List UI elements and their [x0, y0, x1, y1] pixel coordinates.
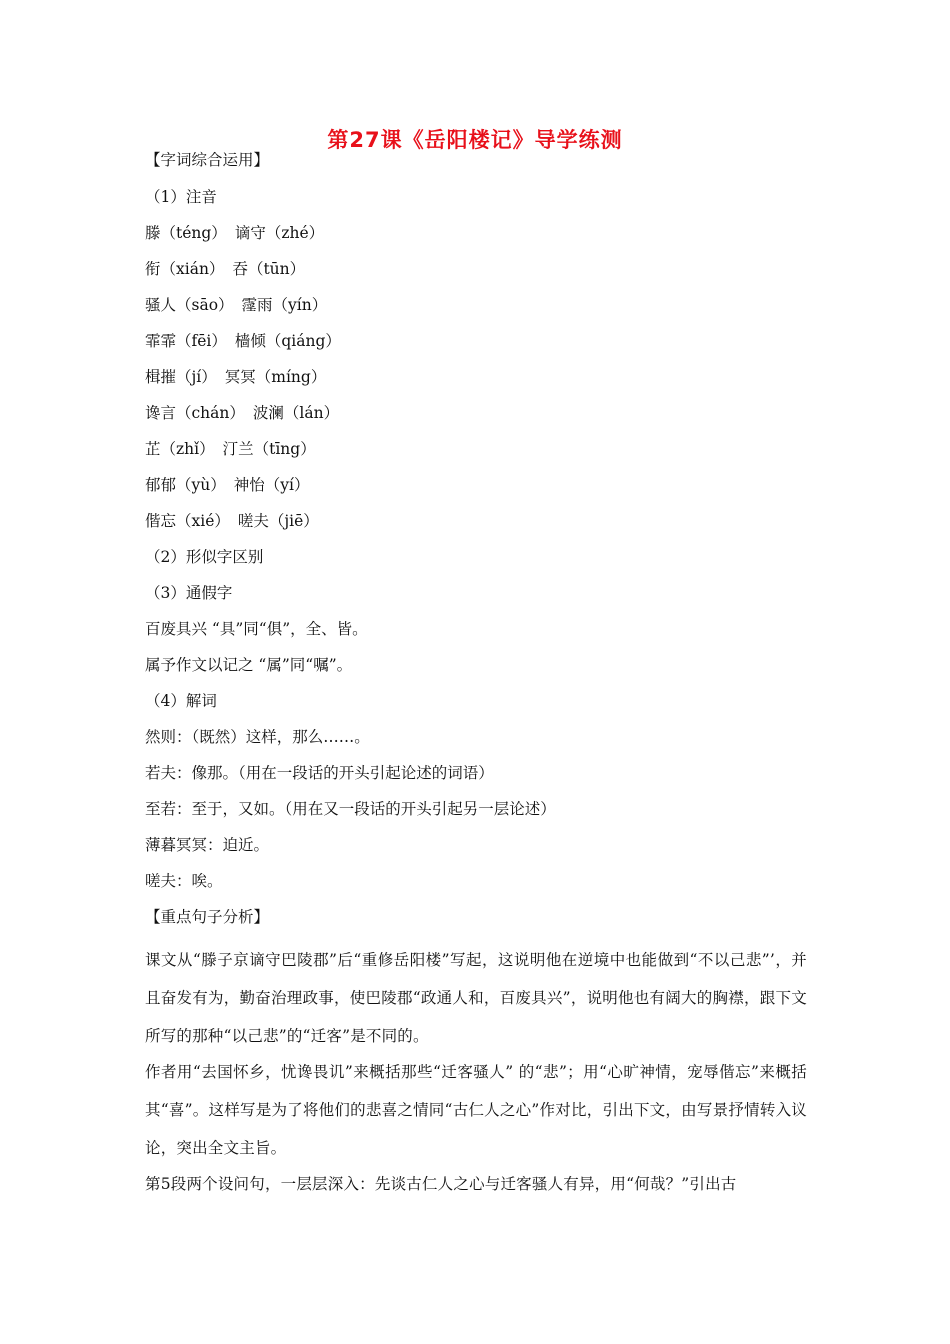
pinyin-item: 谪守（zhé） — [234, 224, 325, 242]
jieci-line: 薄暮冥冥：迫近。 — [145, 836, 270, 854]
pinyin-line — [145, 437, 807, 473]
pinyin-item: 偕忘（xié） — [145, 512, 230, 530]
pinyin-item: 楫摧（jí） — [145, 368, 217, 386]
pinyin-item: 郁郁（yù） — [145, 476, 226, 494]
analysis-paragraph: 第5段两个设问句，一层层深入：先谈古仁人之心与迁客骚人有异，用“何哉？”引出古 — [145, 1175, 737, 1193]
pinyin-line — [145, 257, 807, 293]
pinyin-item: 芷（zhǐ） — [145, 440, 215, 458]
pinyin-item: 冥冥（míng） — [224, 368, 327, 386]
pinyin-item: 吞（tūn） — [232, 260, 306, 278]
pinyin-item: 汀兰（tīng） — [222, 440, 316, 458]
jieci-line: 至若：至于，又如。（用在又一段话的开头引起另一层论述） — [145, 800, 556, 818]
jieci-line: 然则：（既然）这样，那么……。 — [145, 728, 370, 746]
section-heading-vocab: 【字词综合运用】 — [145, 151, 270, 169]
pinyin-item: 霏霏（fēi） — [145, 332, 227, 350]
pinyin-line — [145, 329, 807, 365]
pinyin-item: 滕（téng） — [145, 224, 227, 242]
pinyin-item: 神怡（yí） — [233, 476, 310, 494]
pinyin-line — [145, 509, 807, 545]
pinyin-line — [145, 401, 807, 437]
pinyin-item: 谗言（chán） — [145, 404, 245, 422]
pinyin-line — [145, 221, 807, 257]
pinyin-item: 嗟夫（jiē） — [237, 512, 319, 530]
analysis-paragraphs — [145, 941, 807, 1203]
subheading-word-explanation: （4）解词 — [145, 692, 217, 710]
section-heading-key-sentences: 【重点句子分析】 — [145, 908, 270, 926]
subheading-tongjia: （3）通假字 — [145, 584, 233, 602]
pinyin-line — [145, 365, 807, 401]
subheading-pronunciation: （1）注音 — [145, 188, 217, 206]
analysis-paragraph: 课文从“滕子京谪守巴陵郡”后“重修岳阳楼”写起，这说明他在逆境中也能做到“不以己悲”’，并且奋发有为，勤奋治理政事，使巴陵郡“政通人和，百废具兴”，说明他也有阔大的胸襟，跟下文所写的那种“以己悲”的“迁客”是不同的。 — [145, 951, 807, 1045]
pinyin-item: 波澜（lán） — [252, 404, 340, 422]
pinyin-line — [145, 293, 807, 329]
pinyin-item: 衔（xián） — [145, 260, 225, 278]
tongjia-line: 属予作文以记之 “属”同“嘱”。 — [145, 656, 353, 674]
pinyin-item: 樯倾（qiáng） — [234, 332, 341, 350]
analysis-paragraph: 作者用“去国怀乡，忧谗畏讥”来概括那些“迁客骚人” 的“悲”；用“心旷神情，宠辱偕忘”来概括其“喜”。这样写是为了将他们的悲喜之情同“古仁人之心”作对比，引出下文，由写景抒情转入议论，突出全文主旨。 — [145, 1063, 807, 1157]
pinyin-item: 霪雨（yín） — [241, 296, 328, 314]
content — [145, 148, 807, 1201]
subheading-similar-chars: （2）形似字区别 — [145, 548, 264, 566]
page-title: 第27课《岳阳楼记》导学练测 — [327, 128, 623, 152]
jieci-line: 嗟夫：唉。 — [145, 872, 223, 890]
jieci-line: 若夫：像那。（用在一段话的开头引起论述的词语） — [145, 764, 494, 782]
pinyin-item: 骚人（sāo） — [145, 296, 234, 314]
pinyin-line — [145, 473, 807, 509]
tongjia-line: 百废具兴 “具”同“俱”，全、皆。 — [145, 620, 368, 638]
